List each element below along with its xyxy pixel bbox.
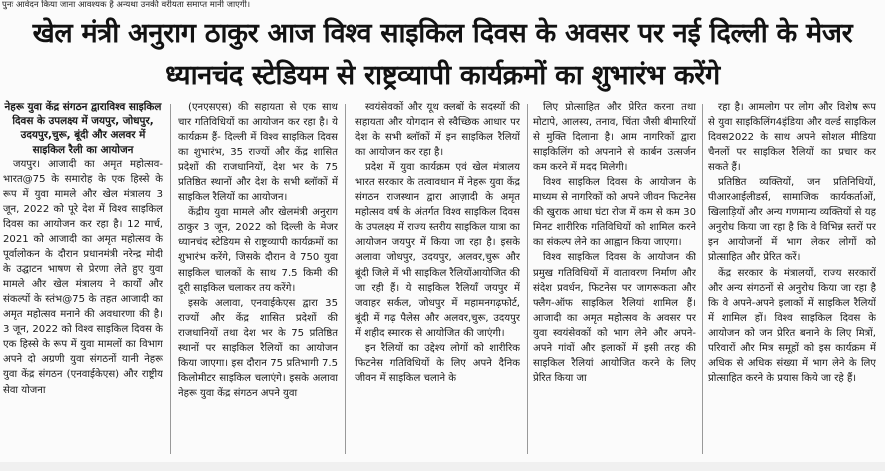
column-divider <box>170 104 171 454</box>
paragraph: लिए प्रोत्साहित और प्रेरित करना तथा मोटापे, आलस्य, तनाव, चिंता जैसी बीमारियों से मुक्ति दिलाना है। आम नागरिकों द्वारा साइकिलिंग को अपनाने से कार्बन उत्सर्जन कम करने में मदद मिलेगी। <box>533 102 696 174</box>
paragraph: प्रतिष्ठित व्यक्तियों, जन प्रतिनिधियों, पीआरआईलीडर्स, सामाजिक कार्यकर्ताओं, खिलाड़ियों और अन्य गणमान्य व्यक्तियों से यह अनुरोध किया जा रहा है कि वे विभिन्न स्तरों पर इन आयोजनों में भाग लेकर लोगों को प्रोत्साहित और प्रेरित करें। <box>708 177 876 264</box>
article-column-1 <box>3 100 163 460</box>
paragraph: इसके अलावा, एनवाईकेएस द्वारा 35 राज्यों और केंद्र शासित प्रदेशों की राजधानियों तथा देश भर के 75 प्रतिष्ठित स्थानों पर साइकिल रैलियों का आयोजन किया जाएगा। इस दौरान 75 प्रतिभागी 7.5 किलोमीटर साइकिल चलाएंगे। इसके अलावा नेहरू युवा केंद्र संगठन अपने युवा <box>178 297 338 399</box>
page-bottom-margin <box>0 462 885 471</box>
headline-line-2: ध्यानचंद स्टेडियम से राष्ट्रव्यापी कार्यक्रमों का शुभारंभ करेंगे <box>165 60 720 91</box>
article-column-3 <box>355 100 520 460</box>
article-column-4 <box>533 100 696 460</box>
paragraph: रहा है। आमलोग पर लोग और विशेष रूप से युवा साइकिलिंग4इंडिया और वर्ल्ड साइकिल दिवस2022 के साथ अपने सोशल मीडिया चैनलों पर साइकिल रैलियों का प्रचार कर सकते हैं। <box>708 102 876 174</box>
headline-line-1: खेल मंत्री अनुराग ठाकुर आज विश्व साइकिल दिवस के अवसर पर नई दिल्ली के मेजर <box>32 18 853 49</box>
paragraph: स्वयंसेवकों और यूथ क्लबों के सदस्यों की सहायता और योगदान से स्वैच्छिक आधार पर देश के सभी ब्लॉकों में इन साइकिल रैलियों का आयोजन कर रहा है। <box>355 102 520 159</box>
paragraph: केंद्र सरकार के मंत्रालयों, राज्य सरकारों और अन्य संगठनों से अनुरोध किया जा रहा है कि वे अपने-अपने इलाकों में साइकिल रैलियों में शामिल हों। विश्व साइकिल दिवस के आयोजन को जन प्रेरित बनाने के लिए मित्रों, परिवारों और मित्र समूहों को इस कार्यक्रम में अधिक से अधिक संख्या में भाग लेने के लिए प्रोत्साहित करने के प्रयास किये जा रहे हैं। <box>708 267 876 384</box>
article-column-2 <box>178 100 338 460</box>
paragraph: जयपुर। आजादी का अमृत महोत्सव-भारत@75 के समारोह के एक हिस्से के रूप में युवा मामले और खेल मंत्रालय 3 जून, 2022 को पूरे देश में विश्व साइकिल दिवस का आयोजन कर रहा है। 12 मार्च, 2021 को आजादी का अमृत महोत्सव के पूर्वालोकन के दौरान प्रधानमंत्री नरेन्द्र मोदी के उद्घाटन भाषण से प्रेरणा लेते हुए युवा मामले और खेल मंत्रालय ने कार्यों और संकल्पों के स्तंभ@75 के तहत आजादी का अमृत महोत्सव मनाने की अवधारणा की है।3 जून, 2022 को विश्व साइकिल दिवस के एक हिस्से के रूप में युवा मामलों का विभाग अपने दो अग्रणी युवा संगठनों यानी नेहरू युवा केंद्र संगठन (एनवाईकेएस) और राष्ट्रीय सेवा योजना <box>3 158 163 396</box>
paragraph: विश्व साइकिल दिवस के आयोजन के माध्यम से नागरिकों को अपने जीवन फिटनेस की खुराक आधा घंटा रोज में कम से कम 30 मिनट शारीरिक गतिविधियों को शामिल करने का संकल्प लेने का आह्वान किया जाएगा। <box>533 177 696 249</box>
column-divider <box>702 104 703 454</box>
article-subhead: नेहरू युवा केंद्र संगठन द्वाराविश्व साइकिल दिवस के उपलक्ष्य में जयपुर, जोधपुर, उदयपुर,चुरू, बूंदी और अलवर में साइकिल रैली का आयोजन <box>4 101 162 156</box>
paragraph: (एनएसएस) की सहायता से एक साथ चार गतिविधियों का आयोजन कर रहा है। ये कार्यक्रम हैं- दिल्ली में विश्व साइकिल दिवस का शुभारंभ, 35 राज्यों और केंद्र शासित प्रदेशों की राजधानियों, देश भर के 75 प्रतिष्ठित स्थानों और देश के सभी ब्लॉकों में साइकिल रैलियों का आयोजन। <box>178 102 338 204</box>
paragraph: प्रदेश में युवा कार्यक्रम एवं खेल मंत्रालय भारत सरकार के तत्वावधान में नेहरू युवा केंद्र संगठन राजस्थान द्वारा आज़ादी के अमृत महोत्सव वर्ष के अंतर्गत विश्व साइकिल दिवस के उपलक्ष्य में राज्य स्तरीय साइकिल यात्रा का आयोजन जयपुर में किया जा रहा है। इसके अलावा जोधपुर, उदयपुर, अलवर,चुरू और बूंदी जिले में भी साइकिल रैलियोंआयोजित की जा रही हैं। ये साइकिल रैलियाँ जयपुर में जवाहर सर्कल, जोधपुर में महामनगढ़फोर्ट, बूंदी में गढ़ पैलेस और अलवर,चुरू, उदयपुर में शहीद स्मारक से आयोजित की जाएंगी। <box>355 162 520 339</box>
column-divider <box>527 104 528 454</box>
paragraph: विश्व साइकिल दिवस के आयोजन की प्रमुख गतिविधियों में वातावरण निर्माण और संदेश प्रवर्धन, फिटनेस पर जागरूकता और फ्लैग-ऑफ साइकिल रैलियां शामिल हैं। आजादी का अमृत महोत्सव के अवसर पर युवा स्वयंसेवकों को भाग लेने और अपने-अपने गांवों और इलाकों में इसी तरह की साइकिल रैलियां आयोजित करने के लिए प्रेरित किया जा <box>533 252 696 384</box>
column-divider <box>345 104 346 454</box>
paragraph: केंद्रीय युवा मामले और खेलमंत्री अनुराग ठाकुर 3 जून, 2022 को दिल्ली के मेजर ध्यानचंद स्टेडियम से राष्ट्रव्यापी कार्यक्रमों का शुभारंभ करेंगे, जिसके दौरान वे 750 युवा साइकिल चालकों के साथ 7.5 किमी की दूरी साइकिल चलाकर तय करेंगे। <box>178 207 338 294</box>
top-strip-text: पुनः आवेदन किया जाना आवश्यक है अन्यथा उनकी वरीयता समाप्त मानी जाएगी। <box>2 0 251 10</box>
paragraph: इन रैलियों का उद्देश्य लोगों को शारीरिक फिटनेस गतिविधियों के लिए अपने दैनिक जीवन में साइकिल चलाने के <box>355 342 520 384</box>
article-column-5 <box>708 100 876 460</box>
